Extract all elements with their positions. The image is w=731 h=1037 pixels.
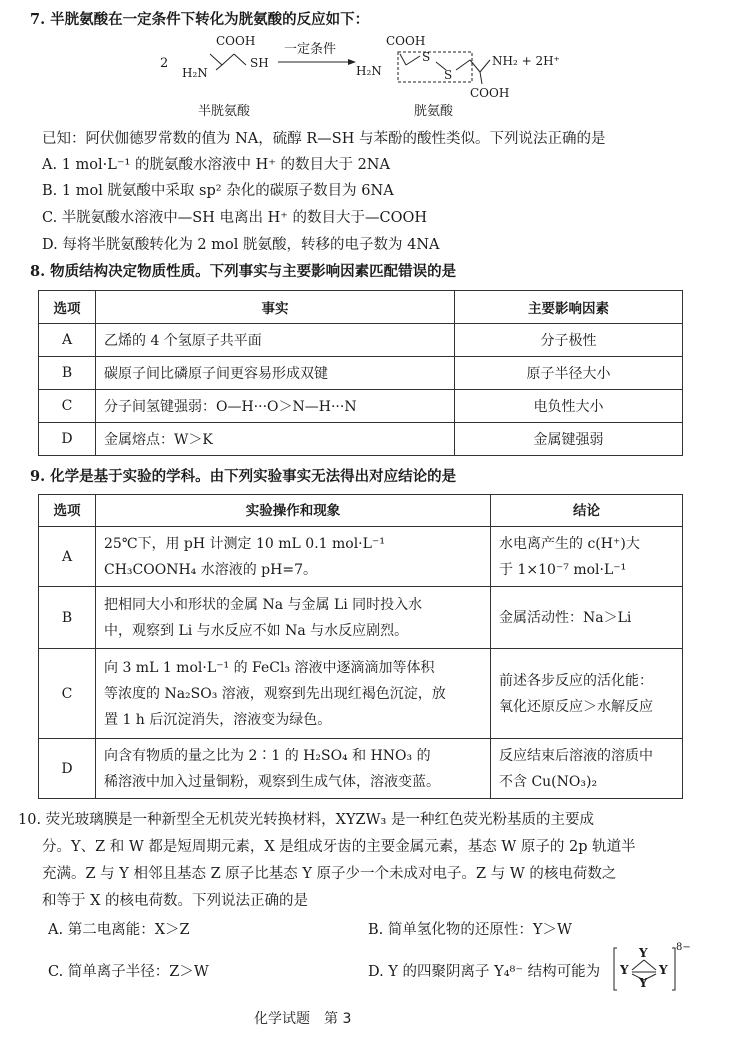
tetramer-structure xyxy=(612,942,691,994)
header-operation: 实验操作和现象 xyxy=(96,495,491,527)
arrow-condition: 一定条件 xyxy=(284,42,337,57)
header-conclusion: 结论 xyxy=(491,495,683,527)
reactant-cooh: COOH xyxy=(216,34,256,48)
product-sulfur-2: S xyxy=(444,68,453,82)
reactant-coefficient: 2 xyxy=(160,56,169,71)
operation-line: 中，观察到 Li 与水反应不如 Na 与水反应剧烈。 xyxy=(104,622,409,639)
row-operation xyxy=(96,739,491,799)
table-row xyxy=(39,390,683,423)
table-row xyxy=(39,357,683,390)
q7-option-c: C. 半胱氨酸水溶液中—SH 电离出 H⁺ 的数目大于—COOH xyxy=(42,210,428,226)
product-nh2-right: NH₂ + 2H⁺ xyxy=(492,54,560,68)
row-factor: 电负性大小 xyxy=(455,390,683,423)
structure-charge: 8− xyxy=(676,942,691,953)
product-sulfur-1: S xyxy=(422,50,431,64)
q7-stem: 7. 半胱氨酸在一定条件下转化为胱氨酸的反应如下： xyxy=(30,11,370,28)
row-fact: 金属熔点：W＞K xyxy=(96,423,455,456)
operation-line: 稀溶液中加入过量铜粉，观察到生成气体，溶液变蓝。 xyxy=(104,773,440,790)
q8-table xyxy=(38,290,683,456)
q7-option-d: D. 每将半胱氨酸转化为 2 mol 胱氨酸，转移的电子数为 4NA xyxy=(42,237,440,253)
row-operation xyxy=(96,587,491,649)
q10-line-3: 充满。Z 与 Y 相邻且基态 Z 原子比基态 Y 原子少一个未成对电子。Z 与 W 的核电荷数之 xyxy=(42,866,617,882)
row-option: B xyxy=(39,357,96,390)
reactant-nh2: H₂N xyxy=(182,66,208,80)
row-option: D xyxy=(39,739,96,799)
operation-line: CH₃COONH₄ 水溶液的 pH=7。 xyxy=(104,561,317,578)
q10-line-4: 和等于 X 的核电荷数。下列说法正确的是 xyxy=(42,893,309,909)
structure-y-bottom: Y xyxy=(639,976,648,990)
q7-option-b: B. 1 mol 胱氨酸中采取 sp² 杂化的碳原子数目为 6NA xyxy=(42,183,394,199)
conclusion-line: 前述各步反应的活化能： xyxy=(499,672,653,689)
structure-y-right: Y xyxy=(659,963,668,977)
conclusion-line: 于 1×10⁻⁷ mol·L⁻¹ xyxy=(499,561,627,578)
reactant-name: 半胱氨酸 xyxy=(198,104,251,119)
row-operation xyxy=(96,649,491,739)
header-factor: 主要影响因素 xyxy=(455,291,683,324)
row-option: D xyxy=(39,423,96,456)
operation-line: 25℃下，用 pH 计测定 10 mL 0.1 mol·L⁻¹ xyxy=(104,535,385,552)
q10-option-b: B. 简单氢化物的还原性：Y＞W xyxy=(368,922,572,938)
operation-line: 置 1 h 后沉淀消失，溶液变为绿色。 xyxy=(104,711,332,728)
row-fact: 分子间氢键强弱：O—H···O＞N—H···N xyxy=(96,390,455,423)
q7-known: 已知：阿伏伽德罗常数的值为 NA，硫醇 R—SH 与苯酚的酸性类似。下列说法正确的是 xyxy=(42,131,606,147)
row-fact: 碳原子间比磷原子间更容易形成双键 xyxy=(96,357,455,390)
row-factor: 金属键强弱 xyxy=(455,423,683,456)
table-row xyxy=(39,527,683,587)
table-row xyxy=(39,649,683,739)
conclusion-line: 水电离产生的 c(H⁺)大 xyxy=(499,535,640,552)
table-row xyxy=(39,324,683,357)
q10-option-a: A. 第二电离能：X＞Z xyxy=(48,922,190,938)
product-name: 胱氨酸 xyxy=(414,104,454,119)
header-option: 选项 xyxy=(39,495,96,527)
q7-option-a: A. 1 mol·L⁻¹ 的胱氨酸水溶液中 H⁺ 的数目大于 2NA xyxy=(42,157,390,173)
structure-y-left: Y xyxy=(620,963,629,977)
conclusion-line: 氧化还原反应＞水解反应 xyxy=(499,698,653,715)
conclusion-line: 反应结束后溶液的溶质中 xyxy=(499,747,653,764)
table-row xyxy=(39,423,683,456)
q10-option-c: C. 简单离子半径：Z＞W xyxy=(48,964,209,980)
table-header-row xyxy=(39,291,683,324)
conclusion-line: 金属活动性：Na＞Li xyxy=(499,609,632,626)
row-option: A xyxy=(39,324,96,357)
table-header-row xyxy=(39,495,683,527)
q9-stem: 9. 化学是基于实验的学科。由下列实验事实无法得出对应结论的是 xyxy=(30,468,457,485)
product-cooh-top: COOH xyxy=(386,34,426,48)
operation-line: 向 3 mL 1 mol·L⁻¹ 的 FeCl₃ 溶液中逐滴滴加等体积 xyxy=(104,659,435,676)
row-option: C xyxy=(39,649,96,739)
row-option: A xyxy=(39,527,96,587)
row-conclusion xyxy=(491,527,683,587)
page-footer: 化学试题 第 3 xyxy=(254,1011,352,1027)
conclusion-line: 不含 Cu(NO₃)₂ xyxy=(499,773,598,790)
q8-stem: 8. 物质结构决定物质性质。下列事实与主要影响因素匹配错误的是 xyxy=(30,263,457,280)
reactant-sh: SH xyxy=(250,56,269,70)
row-conclusion xyxy=(491,587,683,649)
row-option: C xyxy=(39,390,96,423)
table-row xyxy=(39,587,683,649)
q10-option-d: D. Y 的四聚阴离子 Y₄⁸⁻ 结构可能为 xyxy=(368,964,601,980)
row-fact: 乙烯的 4 个氢原子共平面 xyxy=(96,324,455,357)
table-row xyxy=(39,739,683,799)
q10-line-1: 10. 荧光玻璃膜是一种新型全无机荧光转换材料，XYZW₃ 是一种红色荧光粉基质的主要成 xyxy=(18,812,594,828)
structure-y-top: Y xyxy=(639,946,648,960)
row-operation xyxy=(96,527,491,587)
reaction-scheme xyxy=(160,32,560,124)
q10-line-2: 分。Y、Z 和 W 都是短周期元素，X 是组成牙齿的主要金属元素，基态 W 原子的 2p 轨道半 xyxy=(42,839,636,855)
row-conclusion xyxy=(491,649,683,739)
operation-line: 向含有物质的量之比为 2∶1 的 H₂SO₄ 和 HNO₃ 的 xyxy=(104,747,431,764)
header-fact: 事实 xyxy=(96,291,455,324)
operation-line: 等浓度的 Na₂SO₃ 溶液，观察到先出现红褐色沉淀，放 xyxy=(104,685,446,702)
row-factor: 分子极性 xyxy=(455,324,683,357)
product-cooh-bottom: COOH xyxy=(470,86,510,100)
row-conclusion xyxy=(491,739,683,799)
product-nh2-left: H₂N xyxy=(356,64,382,78)
header-option: 选项 xyxy=(39,291,96,324)
row-option: B xyxy=(39,587,96,649)
operation-line: 把相同大小和形状的金属 Na 与金属 Li 同时投入水 xyxy=(104,596,423,613)
q9-table xyxy=(38,494,683,799)
row-factor: 原子半径大小 xyxy=(455,357,683,390)
